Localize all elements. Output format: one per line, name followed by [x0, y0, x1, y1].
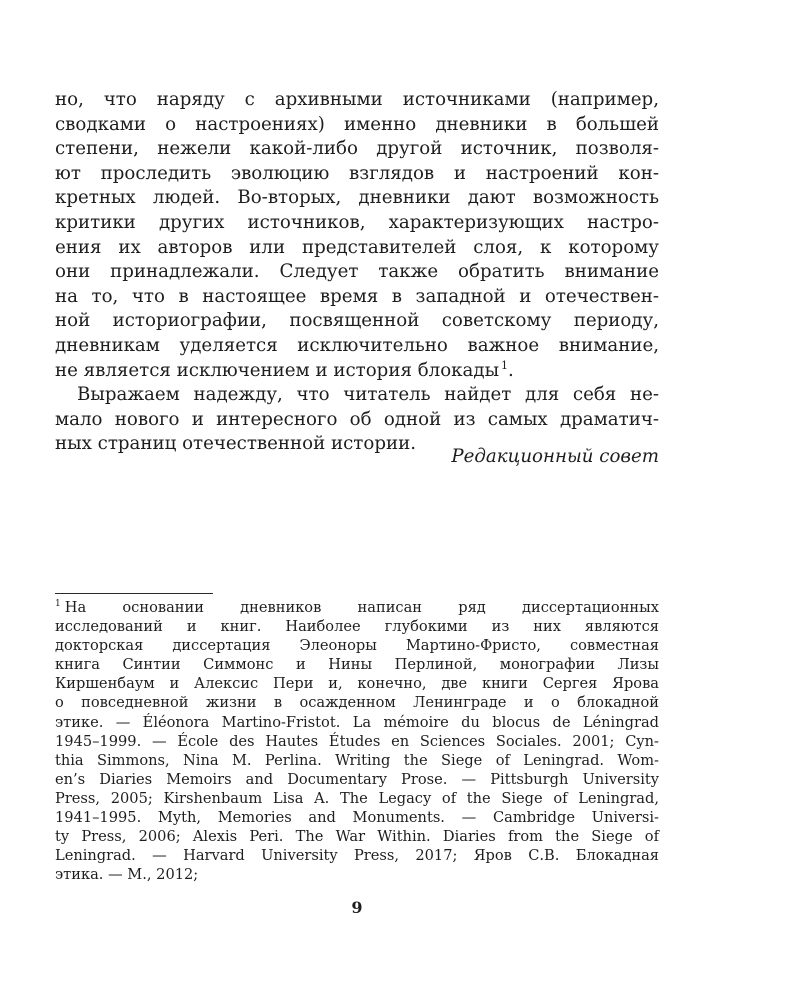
footnote-line: докторская диссертация Элеоноры Мартино-Фристо, совместная — [55, 637, 659, 655]
main-text-line-with-footnote-ref — [55, 359, 659, 384]
main-text-line: ной историографии, посвященной советскому периоду, — [55, 310, 659, 332]
footnote-line: 1945–1999. — École des Hautes Études en Sciences Sociales. 2001; Cyn- — [55, 732, 659, 750]
main-text-line: на то, что в настоящее время в западной и отечествен- — [55, 285, 659, 307]
main-text-line: сводками о настроениях) именно дневники в большей — [55, 113, 659, 135]
footnote-line: Киршенбаум и Алексис Пери и, конечно, две книги Сергея Ярова — [55, 675, 659, 693]
footnote-line-first — [55, 598, 659, 617]
main-text-line-end: . — [508, 359, 514, 381]
footnote-line: thia Simmons, Nina M. Perlina. Writing the Siege of Leningrad. Wom- — [55, 751, 659, 769]
footnote-marker: 1 — [55, 599, 61, 609]
main-text-line: ных страниц отечественной истории. — [55, 433, 416, 455]
main-text-line: ения их авторов или представителей слоя, к которому — [55, 236, 659, 258]
footnote-line-content: На основании дневников написан ряд диссертационных — [64, 599, 659, 616]
main-text-line: мало нового и интересного об одной из самых драматич- — [55, 408, 659, 430]
footnote-reference[interactable]: 1 — [501, 358, 509, 372]
footnote-line: ty Press, 2006; Alexis Peri. The War Within. Diaries from the Siege of — [55, 828, 659, 846]
main-text-line: они принадлежали. Следует также обратить внимание — [55, 261, 659, 283]
footnote-line: этика. — М., 2012; — [55, 866, 199, 884]
main-text-line: но, что наряду с архивными источниками (например, — [55, 89, 659, 110]
main-text-line-content: не является исключением и история блокады — [55, 359, 500, 381]
footnote-line: книга Синтии Симмонс и Нины Перлиной, монографии Лизы — [55, 656, 659, 674]
main-text — [55, 88, 659, 457]
footnote — [55, 598, 659, 884]
main-text-line: кретных людей. Во-вторых, дневники дают возможность — [55, 187, 659, 209]
main-text-line: ют проследить эволюцию взглядов и настроений кон- — [55, 162, 659, 184]
main-text-line: Выражаем надежду, что читатель найдет для себя не- — [77, 384, 659, 406]
footnote-line: о повседневной жизни в осажденном Ленинграде и о блокадной — [55, 694, 659, 712]
main-text-line: степени, нежели какой-либо другой источник, позволя- — [55, 138, 659, 160]
editorial-board-signature: Редакционный совет — [451, 446, 659, 467]
footnote-line: en’s Diaries Memoirs and Documentary Prose. — Pittsburgh University — [55, 770, 659, 788]
main-text-line: критики других источников, характеризующих настро- — [55, 211, 659, 233]
footnote-line: Leningrad. — Harvard University Press, 2017; Яров С.В. Блокадная — [55, 847, 659, 865]
main-text-line: дневникам уделяется исключительно важное внимание, — [55, 334, 659, 356]
footnote-separator — [55, 593, 213, 594]
footnote-line: исследований и книг. Наиболее глубокими из них являются — [55, 618, 659, 636]
footnote-line: Press, 2005; Kirshenbaum Lisa A. The Legacy of the Siege of Leningrad, — [55, 789, 659, 807]
footnote-line: этике. — Éléonora Martino-Fristot. La mémoire du blocus de Léningrad — [55, 713, 659, 731]
footnote-line: 1941–1995. Myth, Memories and Monuments. — Cambridge Universi- — [55, 809, 659, 827]
page-number: 9 — [351, 898, 363, 917]
